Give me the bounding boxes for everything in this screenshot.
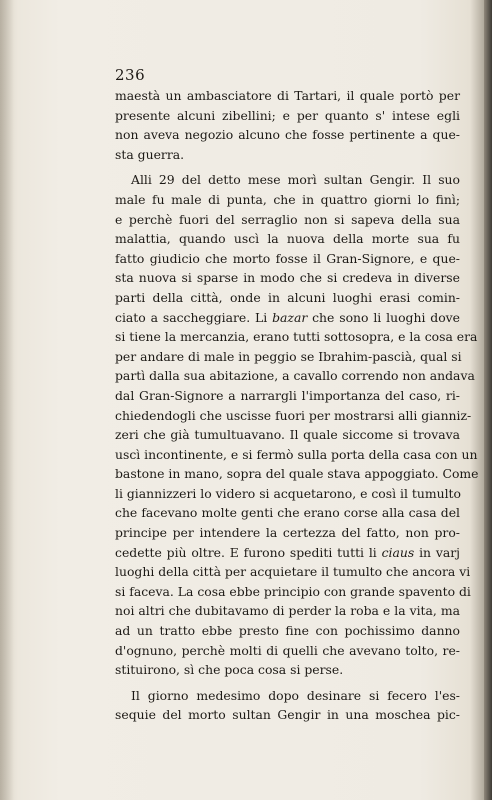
text-line: luoghi della città per acquietare il tumulto che ancora vi: [115, 564, 471, 580]
body-text: [115, 86, 479, 725]
italic-term: ciaus: [381, 544, 415, 560]
text-line: sequie del morto sultan Gengir in una moschea pic-: [115, 707, 460, 723]
italic-term: bazar: [272, 309, 308, 325]
text-line: male fu male di punta, che in quattro giorni lo finì;: [115, 191, 460, 207]
text-line: ciato a saccheggiare. Li bazar che sono li luoghi dove: [115, 309, 460, 325]
text-line: presente alcuni zibellini; e per quanto s' intese egli: [115, 107, 460, 123]
text-line: uscì incontinente, e si fermò sulla porta della casa con un: [115, 446, 478, 462]
text-line: ad un tratto ebbe presto fine con pochissimo danno: [115, 623, 460, 639]
text-line: noi altri che dubitavamo di perder la roba e la vita, ma: [115, 603, 460, 619]
text-line: malattia, quando uscì la nuova della morte sua fu: [115, 231, 460, 247]
text-line: stituirono, sì che poca cosa si perse.: [115, 662, 344, 678]
text-line: parti della città, onde in alcuni luoghi erasi comin-: [115, 289, 460, 305]
page-edge: [484, 0, 492, 800]
text-line: chiedendogli che uscisse fuori per mostrarsi alli gianniz-: [115, 407, 472, 423]
text-line: li giannizzeri lo videro si acquetarono, e così il tumulto: [115, 485, 461, 501]
text-line: cedette più oltre. E furono spediti tutti li ciaus in varj: [115, 544, 460, 560]
text-line: si faceva. La cosa ebbe principio con grande spavento di: [115, 583, 471, 599]
text-line: si tiene la mercanzia, erano tutti sottosopra, e la cosa era: [115, 329, 478, 345]
text-line: non aveva negozio alcuno che fosse pertinente a que-: [115, 127, 460, 143]
text-line: maestà un ambasciatore di Tartari, il quale portò per: [115, 88, 460, 103]
text-line: dal Gran-Signore a narrargli l'importanza del caso, ri-: [115, 387, 460, 403]
text-line: Il giorno medesimo dopo desinare si fecero l'es-: [131, 687, 460, 703]
text-line: per andare di male in peggio se Ibrahim-pascià, qual si: [115, 348, 462, 364]
binding-shadow: [0, 0, 14, 800]
text-line: sta nuova si sparse in modo che si credeva in diverse: [115, 270, 460, 286]
text-line: d'ognuno, perchè molti di quelli che avevano tolto, re-: [115, 642, 460, 658]
text-line: Alli 29 del detto mese morì sultan Gengir. Il suo: [131, 172, 460, 188]
text-line: fatto giudicio che morto fosse il Gran-Signore, e que-: [115, 250, 460, 266]
text-line: zeri che già tumultuavano. Il quale siccome si trovava: [115, 427, 460, 443]
text-line: partì dalla sua abitazione, a cavallo correndo non andava: [115, 368, 475, 384]
text-line: bastone in mano, sopra del quale stava appoggiato. Come: [115, 466, 479, 482]
text-line: sta guerra.: [115, 146, 185, 162]
text-line: principe per intendere la certezza del fatto, non pro-: [115, 525, 460, 541]
text-line: che facevano molte genti che erano corse alla casa del: [115, 505, 460, 521]
text-line: e perchè fuori del serraglio non si sapeva della sua: [115, 211, 460, 227]
page-number: 236: [115, 66, 146, 84]
